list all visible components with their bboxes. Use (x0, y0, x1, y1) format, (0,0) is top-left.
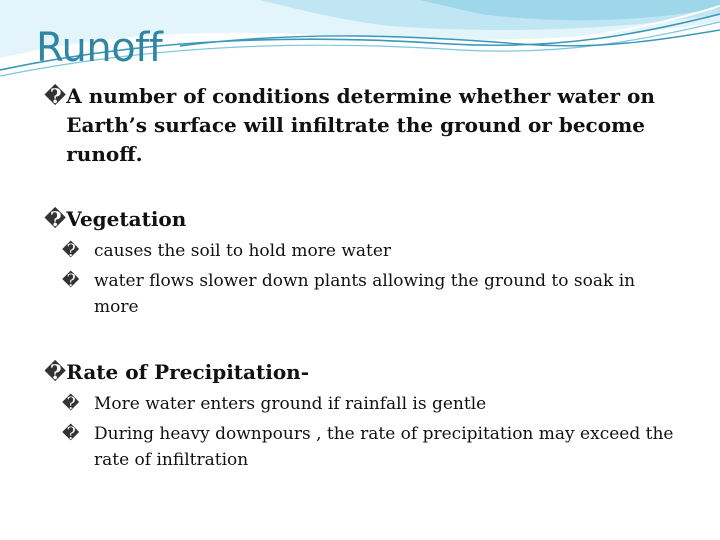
slide-title: Runoff (36, 25, 163, 71)
sub-bullet-glyph-icon: � (62, 271, 80, 291)
precipitation-heading: Rate of Precipitation- (66, 360, 310, 384)
vegetation-point-text: water flows slower down plants allowing the ground to soak in more (94, 271, 636, 317)
precipitation-point-text: More water enters ground if rainfall is gentle (94, 394, 487, 414)
precipitation-point-text: During heavy downpours , the rate of precipitation may exceed the rate of infiltration (94, 424, 674, 470)
bullet-glyph-icon: � (44, 207, 67, 231)
bullet-glyph-icon: � (44, 360, 67, 384)
vegetation-point (62, 268, 684, 320)
precipitation-point (62, 391, 684, 417)
vegetation-point-text: causes the soil to hold more water (94, 241, 392, 261)
intro-bullet (44, 82, 684, 169)
sub-bullet-glyph-icon: � (62, 241, 80, 261)
precipitation-point (62, 421, 684, 473)
intro-text: A number of conditions determine whether water on Earth’s surface will infiltrate the ground or become runoff. (66, 84, 655, 166)
sub-bullet-glyph-icon: � (62, 394, 80, 414)
bullet-glyph-icon: � (44, 84, 67, 108)
slide-content (44, 82, 684, 473)
precipitation-heading-bullet (44, 358, 684, 387)
vegetation-heading-bullet (44, 205, 684, 234)
sub-bullet-glyph-icon: � (62, 424, 80, 444)
vegetation-heading: Vegetation (66, 207, 187, 231)
vegetation-point (62, 238, 684, 264)
